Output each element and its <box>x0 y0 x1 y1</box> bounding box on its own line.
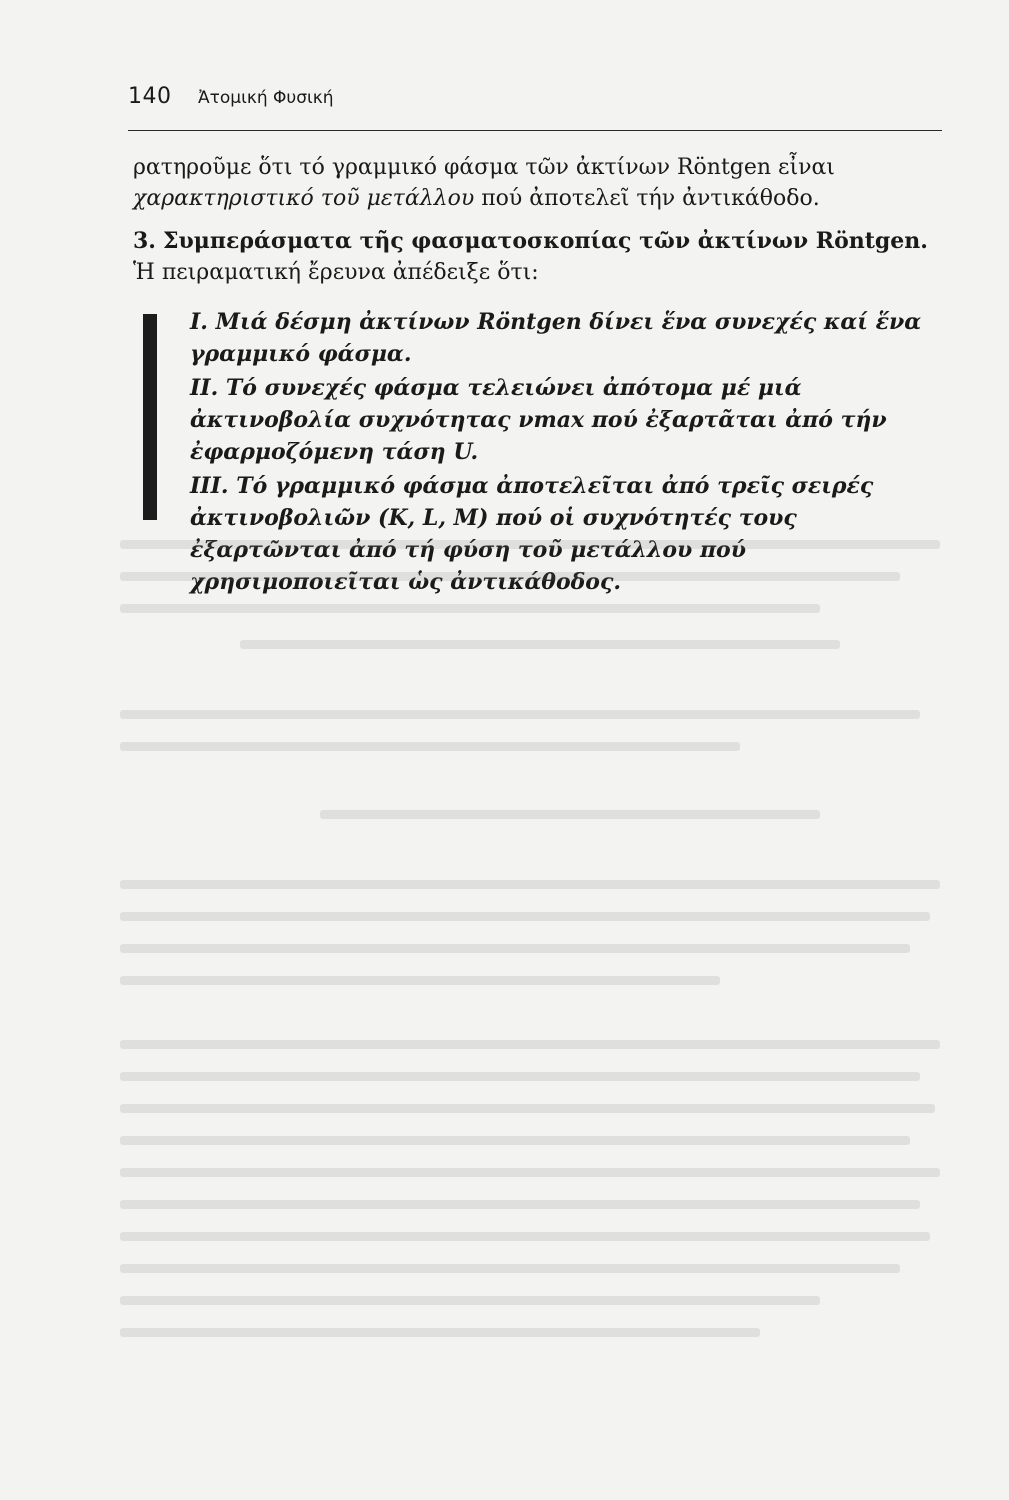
summary-item-2: II. Τό συνεχές φάσμα τελειώνει ἀπότομα μέ μιά ἀκτινοβολία συχνότητας νmax πού ἐξαρτᾶται ἀπό τήν ἐφαρμοζόμενη τάση U. <box>190 375 887 465</box>
section-body: Ἡ πειραματική ἔρευνα ἀπέδειξε ὅτι: <box>133 260 539 285</box>
intro-text-end: πού ἀποτελεῖ τήν ἀντικάθοδο. <box>474 186 820 211</box>
section-conclusions <box>133 226 943 288</box>
section-heading: Συμπεράσματα τῆς φασματοσκοπίας τῶν ἀκτίνων Röntgen. <box>162 228 928 254</box>
summary-item-1: I. Μιά δέσμη ἀκτίνων Röntgen δίνει ἕνα συνεχές καί ἕνα γραμμικό φάσμα. <box>190 309 922 367</box>
page-number: 140 <box>128 84 172 109</box>
header-rule <box>128 130 942 131</box>
running-title: Ἀτομική Φυσική <box>198 88 334 108</box>
section-number: 3. <box>133 228 156 254</box>
intro-emphasis: χαρακτηριστικό τοῦ μετάλλου <box>133 186 475 211</box>
summary-box <box>190 306 945 600</box>
page-header <box>128 84 334 109</box>
intro-text: ρατηροῦμε ὅτι τό γραμμικό φάσμα τῶν ἀκτίνων Röntgen εἶναι <box>133 155 835 180</box>
intro-paragraph <box>133 152 943 214</box>
summary-item-3: III. Τό γραμμικό φάσμα ἀποτελεῖται ἀπό τρεῖς σειρές ἀκτινοβολιῶν (K, L, M) πού οἱ συχνότητές τους ἐξαρτῶνται ἀπό τή φύση τοῦ μετάλλου πού χρησιμοποιεῖται ὡς ἀντικάθοδος. <box>190 473 874 595</box>
show-through-background <box>120 540 950 1440</box>
summary-margin-bar <box>143 314 157 520</box>
